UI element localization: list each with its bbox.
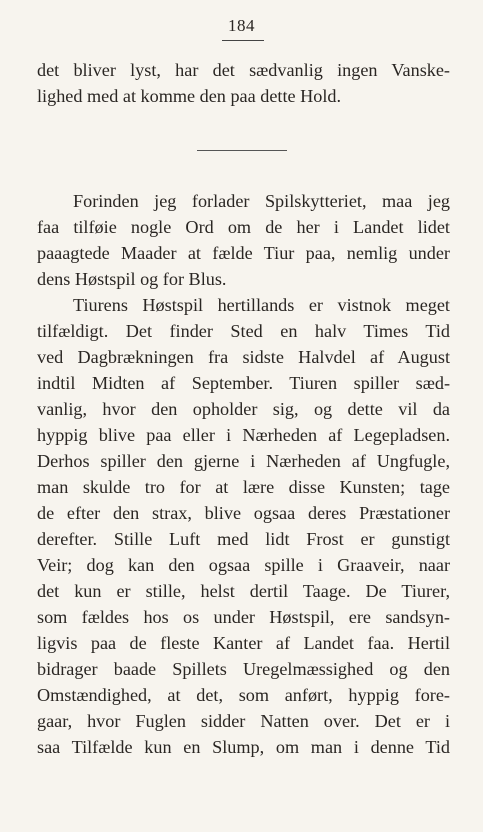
text-line: gaar, hvor Fuglen sidder Natten over. Det er i — [37, 711, 450, 731]
text-line: paaagtede Maader at fælde Tiur paa, nemlig under — [37, 243, 450, 263]
text-line: det bliver lyst, har det sædvanlig ingen Vanske- — [37, 60, 450, 80]
text-line: ved Dagbrækningen fra sidste Halvdel af August — [37, 347, 450, 367]
paragraph-hoestspil — [37, 292, 450, 760]
text-line: derefter. Stille Luft med lidt Frost er gunstigt — [37, 529, 450, 549]
text-line: faa tilføie nogle Ord om de her i Landet lidet — [37, 217, 450, 237]
text-line: tilfældigt. Det finder Sted en halv Times Tid — [37, 321, 450, 341]
text-line: Tiurens Høstspil hertillands er vistnok meget — [73, 295, 450, 315]
section-divider — [197, 150, 287, 151]
page-number: 184 — [228, 16, 255, 35]
text-line: de efter den strax, blive ogsaa deres Præstationer — [37, 503, 450, 523]
text-line: saa Tilfælde kun en Slump, om man i denne Tid — [37, 737, 450, 757]
text-line: lighed med at komme den paa dette Hold. — [37, 86, 342, 106]
text-line: Omstændighed, at det, som anført, hyppig fore- — [37, 685, 450, 705]
text-line: vanlig, hvor den opholder sig, og dette vil da — [37, 399, 450, 419]
text-line: hyppig blive paa eller i Nærheden af Legepladsen. — [37, 425, 450, 445]
text-line: som fældes hos os under Høstspil, ere sandsyn- — [37, 607, 450, 627]
paragraph-spilskytteriet — [37, 188, 450, 292]
text-line: bidrager baade Spillets Uregelmæssighed og den — [37, 659, 450, 679]
text-line: det kun er stille, helst dertil Taage. De Tiurer, — [37, 581, 450, 601]
text-line: man skulde tro for at lære disse Kunsten; tage — [37, 477, 450, 497]
text-line: indtil Midten af September. Tiuren spiller sæd- — [37, 373, 450, 393]
text-line: Forinden jeg forlader Spilskytteriet, maa jeg — [73, 191, 450, 211]
intro-paragraph — [37, 57, 450, 109]
text-line: Veir; dog kan den ogsaa spille i Graaveir, naar — [37, 555, 450, 575]
page-number-rule — [222, 40, 264, 41]
text-line: Derhos spiller den gjerne i Nærheden af Ungfugle, — [37, 451, 450, 471]
text-line: dens Høstspil og for Blus. — [37, 269, 227, 289]
text-line: ligvis paa de fleste Kanter af Landet faa. Hertil — [37, 633, 450, 653]
